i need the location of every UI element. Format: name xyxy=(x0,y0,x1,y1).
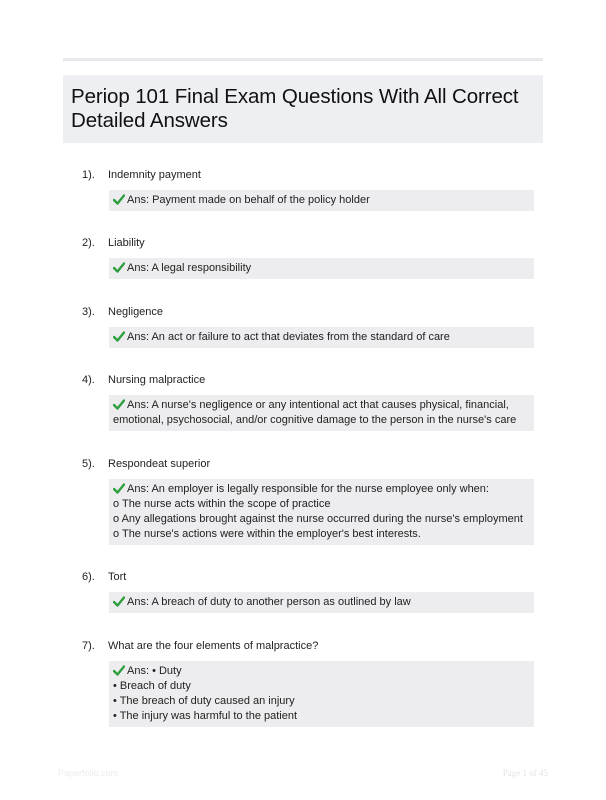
answer-text: o The nurse's actions were within the employer's best interests. xyxy=(113,528,421,540)
answer-box xyxy=(109,592,534,613)
check-icon xyxy=(113,483,125,494)
title-banner xyxy=(63,75,543,143)
top-divider xyxy=(63,58,543,61)
answer-text: emotional, psychosocial, and/or cognitive damage to the person in the nurse's care xyxy=(113,414,517,426)
question-text: Respondeat superior xyxy=(108,458,211,470)
check-icon xyxy=(113,596,125,607)
answer-box xyxy=(109,395,534,431)
check-icon xyxy=(113,194,125,205)
footer-watermark: Paperfolio.com xyxy=(58,768,119,778)
answer-text: • Breach of duty xyxy=(113,680,191,692)
answer-text: • The breach of duty caused an injury xyxy=(113,695,295,707)
question-number: 4). xyxy=(82,374,95,386)
answer-text: Ans: • Duty xyxy=(127,665,182,677)
answer-text: Ans: An employer is legally responsible for the nurse employee only when: xyxy=(127,483,489,495)
question-number: 1). xyxy=(82,169,95,181)
page-number: Page 1 of 45 xyxy=(502,768,548,778)
question-text: What are the four elements of malpractice? xyxy=(108,640,319,652)
check-icon xyxy=(113,262,125,273)
answer-text: Ans: An act or failure to act that deviates from the standard of care xyxy=(127,331,450,343)
question-text: Tort xyxy=(108,571,127,583)
answer-text: • The injury was harmful to the patient xyxy=(113,710,298,722)
question-number: 7). xyxy=(82,640,95,652)
answer-box xyxy=(109,327,534,348)
check-icon xyxy=(113,399,125,410)
answer-box xyxy=(109,661,534,727)
question-text: Liability xyxy=(108,237,145,249)
question-number: 3). xyxy=(82,306,95,318)
question-text: Negligence xyxy=(108,306,164,318)
check-icon xyxy=(113,665,125,676)
question-text: Nursing malpractice xyxy=(108,374,206,386)
answer-text: o Any allegations brought against the nurse occurred during the nurse's employment xyxy=(113,513,523,525)
answer-text: Ans: A legal responsibility xyxy=(127,262,252,274)
answer-box xyxy=(109,258,534,279)
answer-box xyxy=(109,190,534,211)
answer-text: Ans: Payment made on behalf of the policy holder xyxy=(127,194,370,206)
question-number: 5). xyxy=(82,458,95,470)
document-title: Periop 101 Final Exam Questions With All Correct Detailed Answers xyxy=(71,85,519,132)
answer-text: Ans: A breach of duty to another person as outlined by law xyxy=(127,596,411,608)
answer-text: o The nurse acts within the scope of practice xyxy=(113,498,331,510)
question-text: Indemnity payment xyxy=(108,169,201,181)
check-icon xyxy=(113,331,125,342)
answer-text: Ans: A nurse's negligence or any intentional act that causes physical, financial, xyxy=(127,399,509,411)
question-number: 2). xyxy=(82,237,95,249)
question-number: 6). xyxy=(82,571,95,583)
answer-box xyxy=(109,479,534,545)
